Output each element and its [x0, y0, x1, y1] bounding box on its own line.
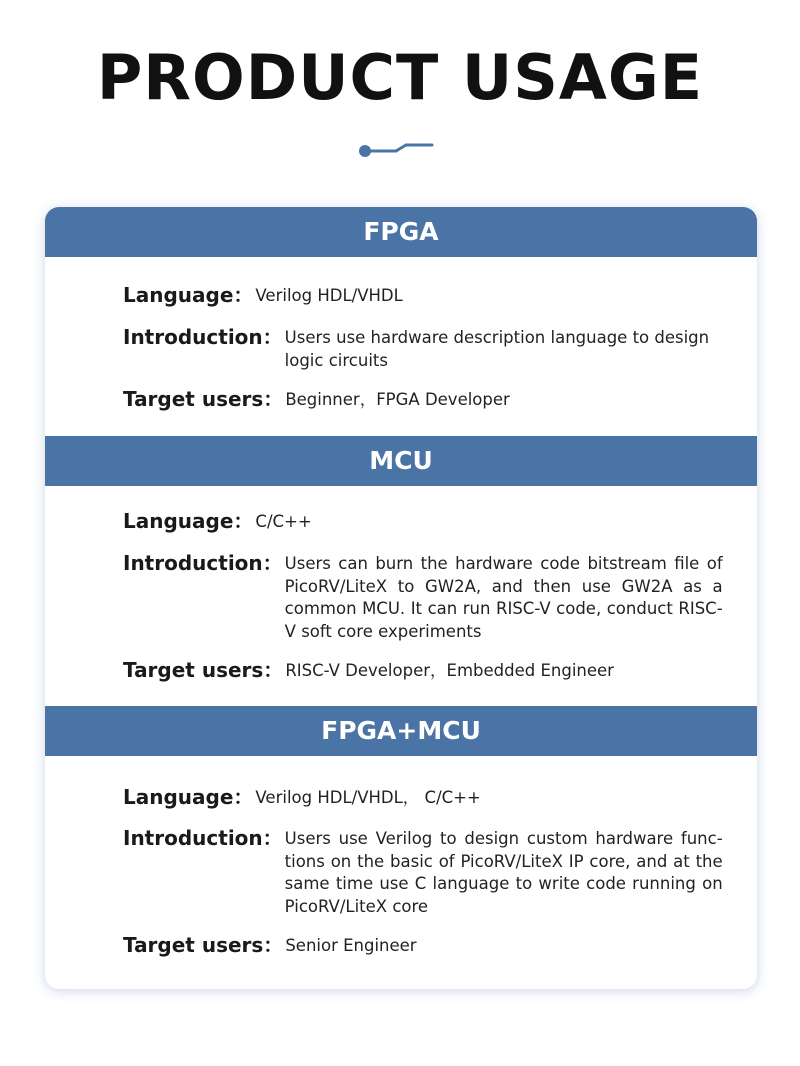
fpga-mcu-language-row [123, 785, 723, 810]
row-label: Language： [123, 283, 254, 307]
row-label: Target users： [123, 933, 284, 957]
row-value: Users can burn the hardware code bitstream file of PicoRV/LiteX to GW2A, and then use GW2A as a common MCU. It can run RISC-V code, conduct RISC-V soft core experiments [284, 554, 723, 641]
row-label: Introduction： [123, 551, 283, 575]
row-value: RISC-V Developer，Embedded Engineer [285, 661, 614, 680]
row-value: Users use Verilog to design custom hardware func-tions on the basic of PicoRV/LiteX IP core, and at the same time use C language to write code running on PicoRV/LiteX core [284, 829, 723, 916]
row-value: Users use hardware description language to design logic circuits [284, 328, 710, 370]
row-label: Introduction： [123, 325, 283, 349]
row-label: Target users： [123, 658, 284, 682]
usage-card [45, 207, 757, 989]
row-label: Language： [123, 785, 254, 809]
row-label: Language： [123, 509, 254, 533]
title-ornament-icon [356, 138, 436, 162]
row-value: Senior Engineer [285, 936, 417, 955]
page-title: PRODUCT USAGE [96, 41, 704, 114]
fpga-introduction-row [123, 325, 723, 372]
section-header-mcu: MCU [45, 436, 757, 486]
row-label: Introduction： [123, 826, 283, 850]
fpga-language-row [123, 283, 723, 308]
section-header-fpga: FPGA [45, 207, 757, 257]
row-value: Beginner，FPGA Developer [285, 390, 510, 409]
fpga-mcu-target-users-row [123, 933, 723, 958]
mcu-target-users-row [123, 658, 723, 683]
row-value: Verilog HDL/VHDL， C/C++ [255, 788, 481, 807]
fpga-mcu-introduction-row [123, 826, 723, 918]
row-label: Target users： [123, 387, 284, 411]
mcu-introduction-row [123, 551, 723, 643]
row-value: C/C++ [255, 512, 312, 531]
row-value: Verilog HDL/VHDL [255, 286, 403, 305]
fpga-target-users-row [123, 387, 723, 412]
section-header-fpga-mcu: FPGA+MCU [45, 706, 757, 756]
mcu-language-row [123, 509, 723, 534]
